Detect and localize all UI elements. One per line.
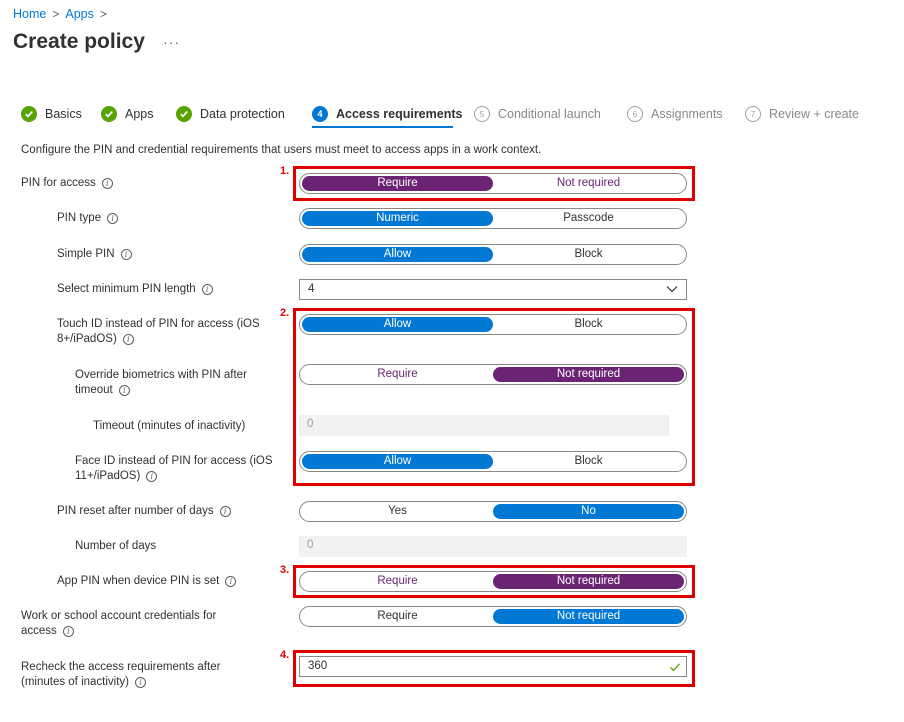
override-biometrics-label: Override biometrics with PIN after timeout i [75,369,247,396]
timeout-label: Timeout (minutes of inactivity) [93,420,246,432]
tab-label: Apps [125,107,154,121]
toggle-option-require[interactable]: Require [377,610,418,622]
breadcrumb-separator: > [99,7,107,21]
step-number-icon: 4 [312,106,328,122]
callout-number: 2. [280,307,290,319]
toggle-option-allow[interactable]: Allow [302,317,493,332]
toggle-option-block[interactable]: Block [574,455,603,467]
input-value: 360 [308,660,328,672]
callout-number: 4. [280,649,290,661]
simple-pin-label: Simple PIN i [57,247,132,262]
toggle-option-no[interactable]: No [493,504,684,519]
tab-basics[interactable] [21,103,82,125]
checkmark-icon [101,106,117,122]
callout-box [293,308,695,486]
tab-label: Access requirements [336,107,463,121]
recheck-label: Recheck the access requirements after (minutes of inactivity) i [21,661,221,688]
dropdown-value: 4 [308,283,315,295]
pin-type-toggle[interactable] [299,208,687,229]
pin-reset-toggle[interactable] [299,501,687,522]
info-icon[interactable]: i [202,284,213,295]
section-description: Configure the PIN and credential requirements that users must meet to access apps in a work context. [21,144,542,156]
toggle-option-not-required[interactable]: Not required [493,574,684,589]
info-icon[interactable]: i [225,576,236,587]
number-of-days-label: Number of days [75,540,157,552]
min-pin-length-label: Select minimum PIN length i [57,282,213,297]
active-tab-indicator [312,126,453,128]
callout-box [293,166,695,201]
tab-label: Assignments [651,107,723,121]
toggle-option-not-required[interactable]: Not required [556,177,621,189]
breadcrumb-separator: > [52,7,60,21]
toggle-option-numeric[interactable]: Numeric [302,211,493,226]
breadcrumb-home-link[interactable]: Home [13,7,47,21]
tab-data-protection[interactable] [176,103,285,125]
info-icon[interactable]: i [121,249,132,260]
toggle-option-not-required[interactable]: Not required [493,609,684,624]
tab-assignments[interactable] [627,103,723,125]
callout-box [293,650,695,687]
checkmark-icon [176,106,192,122]
info-icon[interactable]: i [119,385,130,396]
info-icon[interactable]: i [102,178,113,189]
info-icon[interactable]: i [146,471,157,482]
toggle-option-require[interactable]: Require [377,575,418,587]
tab-label: Data protection [200,107,285,121]
timeout-input: 0 [299,415,669,436]
chevron-down-icon [666,283,678,295]
info-icon[interactable]: i [63,626,74,637]
simple-pin-toggle[interactable] [299,244,687,265]
tab-label: Basics [45,107,82,121]
toggle-option-require[interactable]: Require [377,368,418,380]
info-icon[interactable]: i [220,506,231,517]
toggle-option-block[interactable]: Block [574,248,603,260]
step-number-icon: 7 [745,106,761,122]
pin-access-label: PIN for access i [21,176,113,191]
checkmark-icon [21,106,37,122]
toggle-option-allow[interactable]: Allow [302,454,493,469]
breadcrumb [13,7,113,21]
step-number-icon: 6 [627,106,643,122]
breadcrumb-apps-link[interactable]: Apps [65,7,94,21]
tab-review-create[interactable] [745,103,859,125]
toggle-option-require[interactable]: Require [302,176,493,191]
callout-number: 3. [280,564,290,576]
toggle-option-passcode[interactable]: Passcode [563,212,614,224]
step-number-icon: 5 [474,106,490,122]
info-icon[interactable]: i [123,334,134,345]
page-title: Create policy [13,30,145,53]
tab-label: Review + create [769,107,859,121]
toggle-option-yes[interactable]: Yes [388,505,407,517]
face-id-label: Face ID instead of PIN for access (iOS 11+/iPadOS) i [75,455,273,482]
tab-access-requirements[interactable] [312,103,462,125]
toggle-option-allow[interactable]: Allow [302,247,493,262]
tab-label: Conditional launch [498,107,601,121]
app-pin-label: App PIN when device PIN is set i [57,574,236,589]
info-icon[interactable]: i [107,213,118,224]
toggle-option-block[interactable]: Block [574,318,603,330]
tab-apps[interactable] [101,103,154,125]
min-pin-length-dropdown[interactable] [299,279,687,300]
callout-box [293,565,695,598]
pin-reset-label: PIN reset after number of days i [57,504,231,519]
tab-conditional-launch[interactable] [474,103,601,125]
number-of-days-input: 0 [299,536,687,557]
pin-type-label: PIN type i [57,211,118,226]
more-options-button[interactable]: ··· [163,34,180,50]
work-credentials-toggle[interactable] [299,606,687,627]
toggle-option-not-required[interactable]: Not required [493,367,684,382]
work-credentials-label: Work or school account credentials for access i [21,610,217,637]
touch-id-label: Touch ID instead of PIN for access (iOS 8+/iPadOS) i [57,318,260,345]
info-icon[interactable]: i [135,677,146,688]
callout-number: 1. [280,165,290,177]
